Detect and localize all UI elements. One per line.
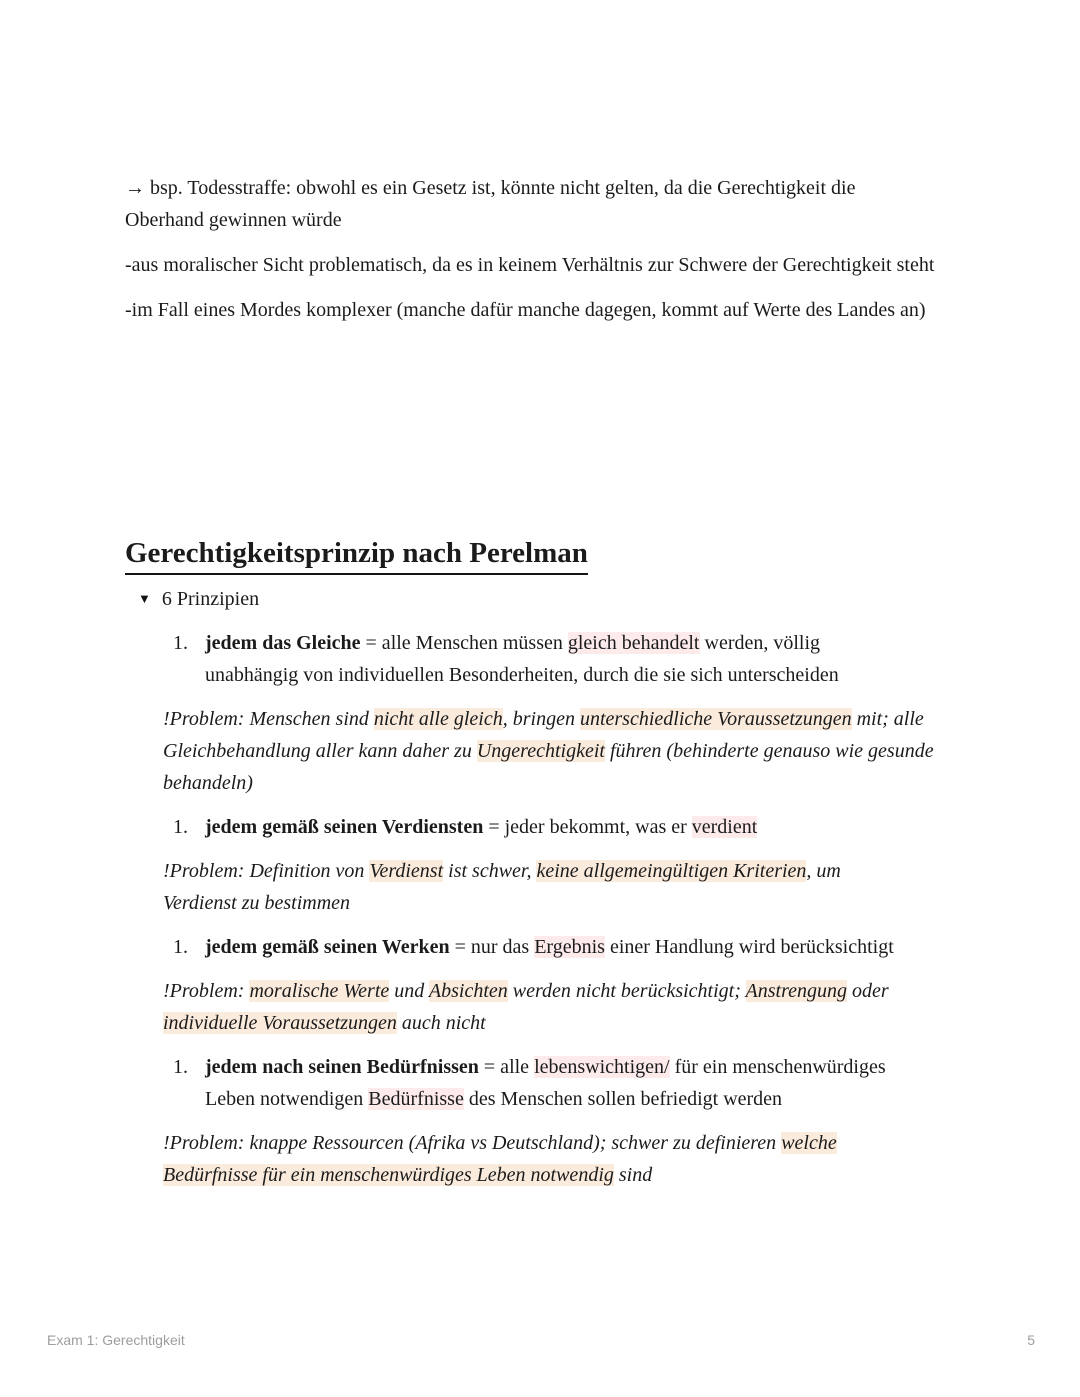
text-segment: !Problem: knappe Ressourcen (Afrika vs Deutschland); schwer zu definieren bbox=[163, 1132, 782, 1154]
text-segment: für ein menschenwürdiges Leben notwendigen bbox=[205, 1056, 886, 1110]
numbered-list-item-3 bbox=[125, 931, 955, 963]
intro-paragraph-1 bbox=[125, 172, 915, 236]
text-segment: oder bbox=[847, 980, 889, 1002]
text-segment: ist schwer, bbox=[443, 860, 537, 882]
footer-page-number: 5 bbox=[1027, 1332, 1035, 1348]
list-number: 1. bbox=[173, 632, 188, 654]
highlighted-text: Verdienst bbox=[369, 860, 444, 882]
list-number: 1. bbox=[173, 936, 188, 958]
text-segment: jedem gemäß seinen Werken bbox=[205, 936, 450, 958]
list-number: 1. bbox=[173, 1056, 188, 1078]
highlighted-text: unterschiedliche Voraussetzungen bbox=[579, 708, 852, 730]
footer-title: Exam 1: Gerechtigkeit bbox=[47, 1332, 185, 1348]
highlighted-text: verdient bbox=[691, 816, 758, 838]
toggle-triangle-icon[interactable]: ▼ bbox=[138, 591, 151, 606]
numbered-list-item-4 bbox=[125, 1051, 935, 1115]
text-segment: einer Handlung wird berücksichtigt bbox=[604, 936, 894, 958]
text-segment: , um Verdienst zu bestimmen bbox=[163, 860, 841, 914]
intro-paragraph-3 bbox=[125, 294, 953, 326]
list-item-text bbox=[205, 816, 757, 838]
list-item-text bbox=[205, 936, 894, 958]
text-segment: -im Fall eines Mordes komplexer (manche dafür manche dagegen, kommt auf Werte des Landes an) bbox=[125, 299, 926, 321]
page-footer bbox=[47, 1332, 1035, 1348]
problem-paragraph-4 bbox=[163, 1127, 903, 1191]
text-segment: des Menschen sollen befriedigt werden bbox=[463, 1088, 783, 1110]
text-segment: !Problem: bbox=[163, 980, 250, 1002]
text-segment: !Problem: Menschen sind bbox=[163, 708, 374, 730]
highlighted-text: lebenswichtigen/ bbox=[534, 1056, 670, 1078]
text-segment: , bringen bbox=[502, 708, 580, 730]
toggle-6-prinzipien[interactable] bbox=[138, 583, 955, 615]
text-segment: mit; alle Gleichbehandlung aller kann daher zu bbox=[163, 708, 924, 762]
numbered-list-item-2 bbox=[125, 811, 955, 843]
highlighted-text: Ungerechtigkeit bbox=[476, 740, 605, 762]
highlighted-text: welche Bedürfnisse für ein menschenwürdiges Leben notwendig bbox=[163, 1132, 837, 1186]
intro-paragraph-2 bbox=[125, 249, 953, 281]
text-segment: führen (behinderte genauso wie gesunde behandeln) bbox=[163, 740, 934, 794]
text-segment: = alle Menschen müssen bbox=[360, 632, 568, 654]
toggle-label: 6 Prinzipien bbox=[161, 588, 260, 610]
text-segment: = nur das bbox=[449, 936, 535, 958]
text-segment: jedem das Gleiche bbox=[205, 632, 361, 654]
text-segment: = jeder bekommt, was er bbox=[483, 816, 692, 838]
highlighted-text: nicht alle gleich bbox=[373, 708, 503, 730]
text-segment: !Problem: Definition von bbox=[163, 860, 370, 882]
text-segment: auch nicht bbox=[396, 1012, 486, 1034]
highlighted-text: Bedürfnisse bbox=[368, 1088, 464, 1110]
highlighted-text: individuelle Voraussetzungen bbox=[163, 1012, 397, 1034]
list-number: 1. bbox=[173, 816, 188, 838]
problem-paragraph-3 bbox=[163, 975, 948, 1039]
text-segment: werden, völlig unabhängig von individuellen Besonderheiten, durch die sie sich unterscheiden bbox=[205, 632, 839, 686]
problem-paragraph-2 bbox=[163, 855, 903, 919]
highlighted-text: moralische Werte bbox=[249, 980, 390, 1002]
highlighted-text: Ergebnis bbox=[534, 936, 605, 958]
highlighted-text: Anstrengung bbox=[745, 980, 847, 1002]
text-segment: → bsp. Todesstraffe: obwohl es ein Gesetz ist, könnte nicht gelten, da die Gerechtigkeit die Oberhand gewinnen würde bbox=[125, 177, 856, 231]
text-segment: jedem nach seinen Bedürfnissen bbox=[205, 1056, 479, 1078]
list-item-text bbox=[205, 1056, 886, 1110]
text-segment: werden nicht berücksichtigt; bbox=[507, 980, 746, 1002]
highlighted-text: keine allgemeingültigen Kriterien bbox=[536, 860, 807, 882]
highlighted-text: gleich behandelt bbox=[567, 632, 700, 654]
text-segment: = alle bbox=[478, 1056, 535, 1078]
section-heading: Gerechtigkeitsprinzip nach Perelman bbox=[125, 535, 588, 575]
text-segment: -aus moralischer Sicht problematisch, da es in keinem Verhältnis zur Schwere der Gerechtigkeit steht bbox=[125, 254, 935, 276]
problem-paragraph-1 bbox=[163, 703, 943, 799]
list-item-text bbox=[205, 632, 839, 686]
page-content bbox=[125, 172, 955, 1191]
numbered-list-item-1 bbox=[125, 627, 870, 691]
text-segment: jedem gemäß seinen Verdiensten bbox=[205, 816, 484, 838]
blank-space bbox=[125, 339, 955, 535]
text-segment: und bbox=[389, 980, 429, 1002]
text-segment: sind bbox=[613, 1164, 653, 1186]
highlighted-text: Absichten bbox=[428, 980, 508, 1002]
